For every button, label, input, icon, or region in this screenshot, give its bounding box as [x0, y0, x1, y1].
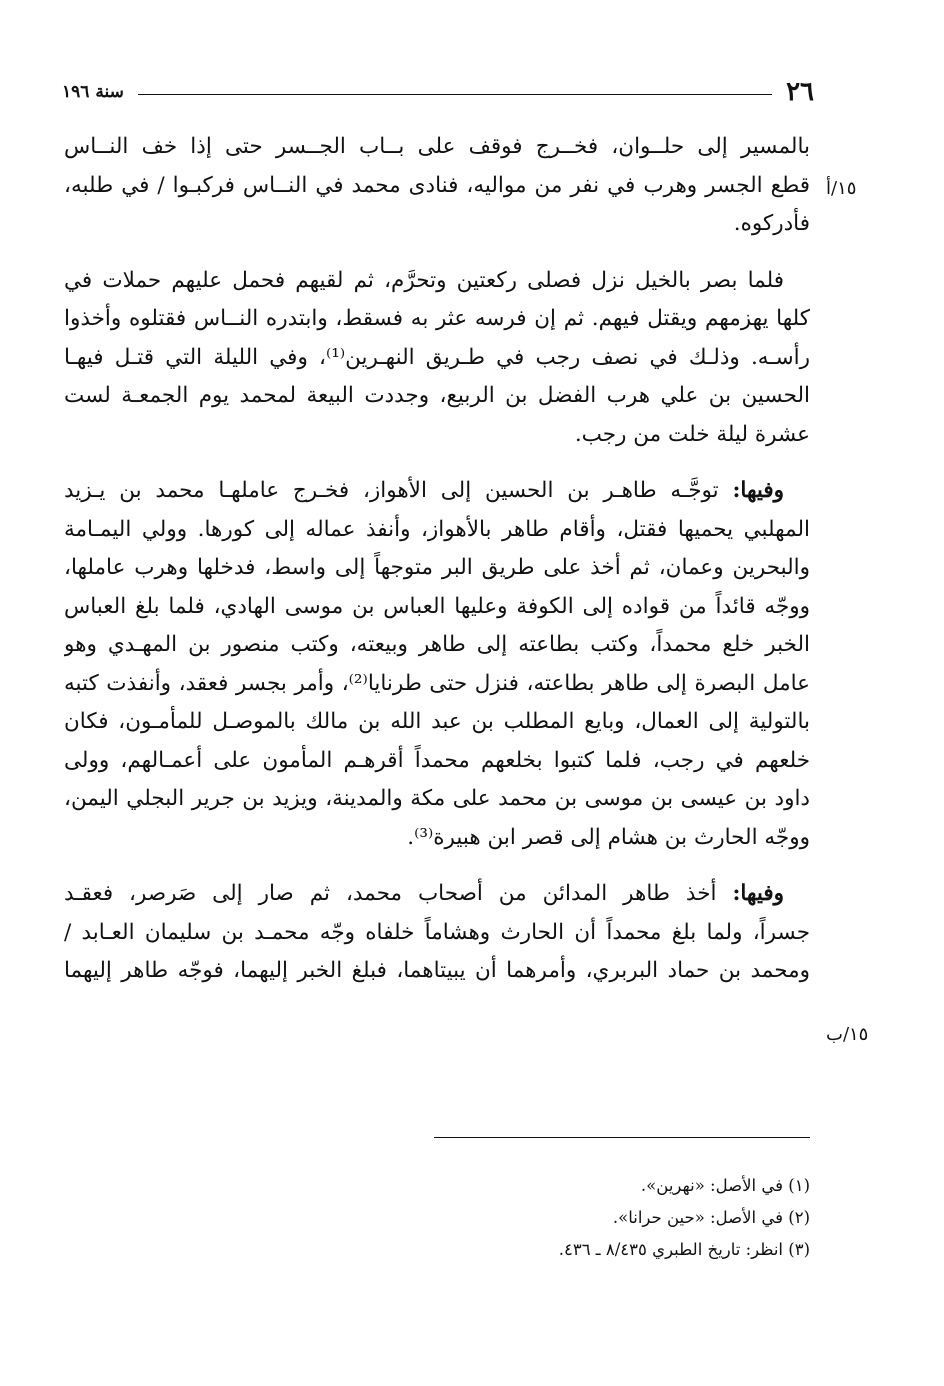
text-line: كلها يهزمهم ويقتل فيهم. ثم إن فرسه عثر به فسقط، وابتدره النــاس فقتلوه وأخذوا [64, 306, 810, 331]
text-line: بالمسير إلى حلــوان، فخــرج فوقف على بــاب الجــسر حتى إذا خف النــاس [64, 134, 810, 159]
text-line: عشرة ليلة خلت من رجب. [574, 421, 810, 447]
paragraph-1 [64, 128, 810, 244]
text-line: داود بن عيسى بن موسى بن محمد على مكة والمدينة، ويزيد بن جرير البجلي اليمن، [64, 786, 810, 811]
margin-note-folio-a: ١٥/أ [826, 178, 857, 199]
paragraph-2 [64, 262, 810, 301]
footnote-1: (١) في الأصل: «نهرين». [640, 1176, 810, 1195]
page-number: ٢٦ [786, 77, 814, 107]
year-label: سنة ١٩٦ [62, 82, 124, 102]
main-text [64, 128, 810, 1009]
text-line: ووجّه الحارث بن هشام إلى قصر ابن هبيرة⁽³⁾. [407, 824, 810, 850]
footnote-3: (٣) انظر: تاريخ الطبري ٨/٤٣٥ ـ ٤٣٦. [558, 1240, 810, 1259]
footnotes [300, 1170, 810, 1266]
paragraph-lead: وفيها: [732, 881, 784, 906]
footnote-rule [434, 1137, 810, 1138]
paragraph-lead: وفيها: [732, 478, 784, 503]
paragraph-4 [64, 875, 810, 991]
text-line: عامل البصرة إلى طاهر بطاعته، فنزل حتى طرنايا⁽²⁾، وأمر بجسر فعقد، وأنفذت كتبه [64, 670, 810, 696]
text-line: قطع الجسر وهرب في نفر من مواليه، فنادى محمد في النــاس فركبـوا / في طلبه، [64, 172, 810, 198]
page-header [62, 78, 814, 106]
text-line: المهلبي يحميها فقتل، وأقام طاهر بالأهواز، وأنفذ عماله إلى كورها. وولي اليمـامة [64, 516, 810, 542]
text-line: وفيها: أخذ طاهر المدائن من أصحاب محمد، ثم صار إلى صَرصر، فعقـد [64, 881, 784, 906]
text-line: والبحرين وعمان، ثم أخذ على طريق البر متوجهاً إلى واسط، فدخلها وهرب عاملها، [64, 555, 810, 580]
paragraph-3 [64, 472, 810, 857]
header-rule [138, 94, 772, 95]
text-line: ووجّه قائداً من قواده إلى الكوفة وعليها العباس بن موسى الهادي، فلما بلغ العباس [64, 593, 810, 619]
paragraph-2-cont [64, 300, 810, 454]
text-line: الحسين بن علي هرب الفضل بن الربيع، وجددت البيعة لمحمد يوم الجمعـة لست [64, 383, 810, 408]
text-line: رأسـه. وذلـك في نصف رجب في طـريق النهـرين⁽¹⁾، وفي الليلة التي قتـل فيهـا [64, 344, 810, 370]
text-line: فلما بصر بالخيل نزل فصلى ركعتين وتحرَّم، ثم لقيهم فحمل عليهم حملات في [64, 267, 784, 293]
text-line: ومحمد بن حماد البربري، وأمرهما أن يبيتاهما، فبلغ الخبر إليهما، فوجّه طاهر إليهما [64, 958, 810, 983]
text-line: فأدركوه. [733, 211, 810, 236]
footnote-2: (٢) في الأصل: «حين حرانا». [612, 1208, 810, 1227]
text-line: بالتولية إلى العمال، وبايع المطلب بن عبد الله بن مالك بالموصـل للمأمـون، فكان [64, 709, 810, 734]
text-line: الخبر خلع محمداً، وكتب بطاعته إلى طاهر وبيعته، وكتب منصور بن المهـدي وهو [64, 632, 810, 657]
text-line: خلعهم في رجب، فلما كتبوا بخلعهم محمداً أقرهـم المأمون على أعمـالهم، وولى [64, 747, 810, 773]
margin-note-folio-b: ١٥/ب [826, 1024, 869, 1045]
text-line: وفيها: توجَّـه طاهـر بن الحسين إلى الأهواز، فخـرج عاملهـا محمد بن يـزيد [64, 478, 784, 503]
text-line: جسراً، ولما بلغ محمداً أن الحارث وهشاماً خلفاه وجّه محمـد بن سليمان العـابد / [64, 919, 810, 945]
